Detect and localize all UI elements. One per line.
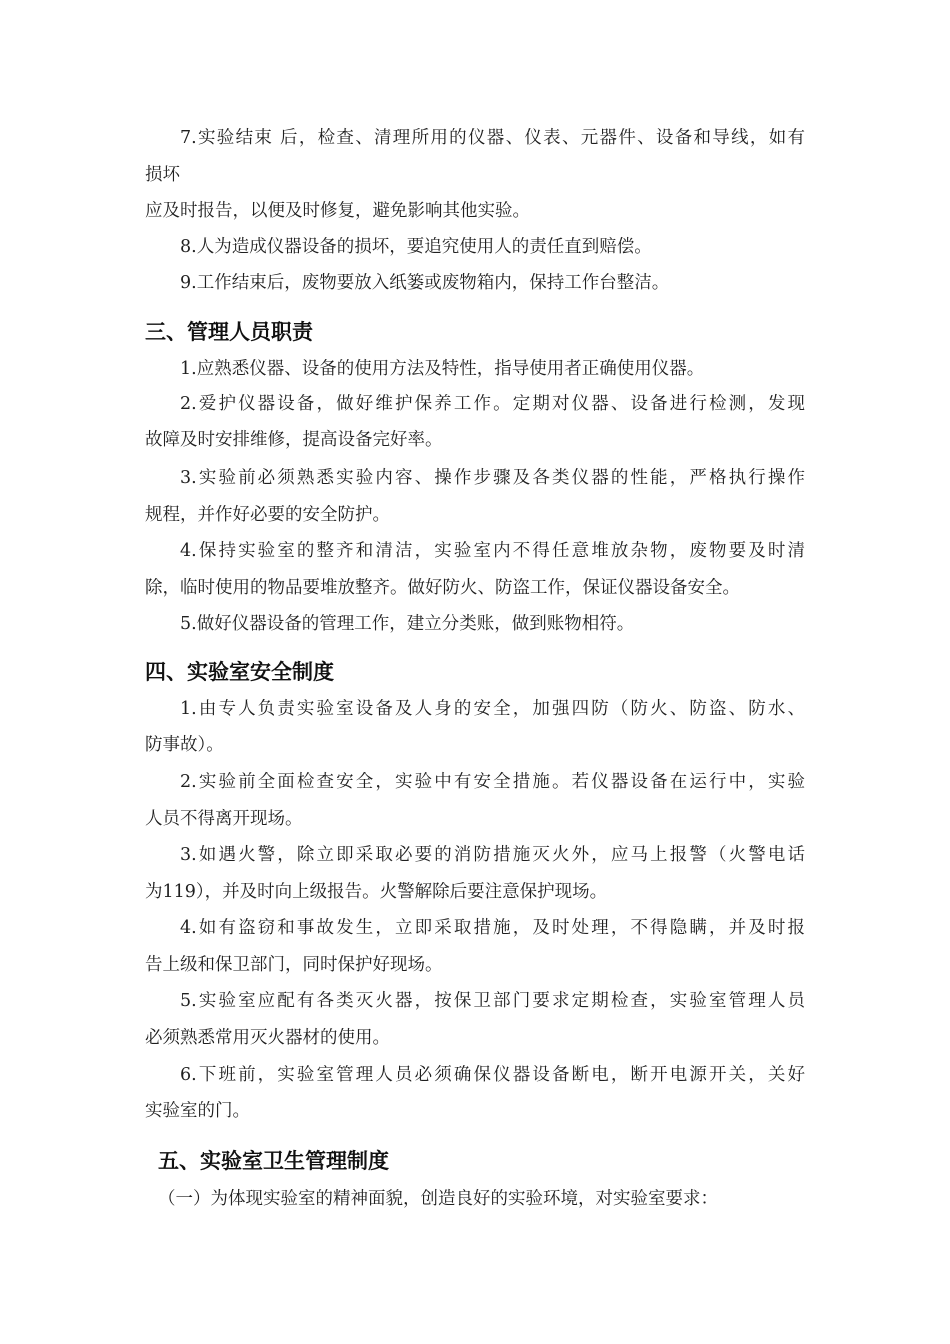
s4-item-2-line-1: 2.实验前全面检查安全，实验中有安全措施。若仪器设备在运行中，实验 — [180, 772, 805, 792]
s4-item-1-line-1: 1.由专人负责实验室设备及人身的安全，加强四防（防火、防盗、防水、 — [180, 699, 805, 719]
s4-item-6-line-1: 6.下班前，实验室管理人员必须确保仪器设备断电，断开电源开关，关好 — [180, 1065, 805, 1085]
s5-item-1: （一）为体现实验室的精神面貌，创造良好的实验环境，对实验室要求： — [158, 1189, 718, 1209]
s4-item-4-line-1: 4.如有盗窃和事故发生，立即采取措施，及时处理，不得隐瞒，并及时报 — [180, 918, 805, 938]
s4-item-3-line-1: 3.如遇火警，除立即采取必要的消防措施灭火外，应马上报警（火警电话 — [180, 845, 805, 865]
s3-item-2-line-1: 2.爱护仪器设备，做好维护保养工作。定期对仪器、设备进行检测，发现 — [180, 394, 805, 414]
item-7-line-1: 7.实验结束 后，检查、清理所用的仪器、仪表、元器件、设备和导线，如有 — [180, 128, 805, 148]
s3-item-4-line-2: 除，临时使用的物品要堆放整齐。做好防火、防盗工作，保证仪器设备安全。 — [145, 578, 740, 598]
s4-item-2-line-2: 人员不得离开现场。 — [145, 809, 303, 829]
s3-item-1: 1.应熟悉仪器、设备的使用方法及特性，指导使用者正确使用仪器。 — [180, 359, 705, 379]
s3-item-4-line-1: 4.保持实验室的整齐和清洁，实验室内不得任意堆放杂物，废物要及时清 — [180, 541, 805, 561]
item-7-line-3: 应及时报告，以便及时修复，避免影响其他实验。 — [145, 201, 530, 221]
s4-item-5-line-1: 5.实验室应配有各类灭火器，按保卫部门要求定期检查，实验室管理人员 — [180, 991, 805, 1011]
s3-item-3-line-1: 3.实验前必须熟悉实验内容、操作步骤及各类仪器的性能，严格执行操作 — [180, 468, 805, 488]
s4-item-4-line-2: 告上级和保卫部门，同时保护好现场。 — [145, 955, 443, 975]
item-9: 9.工作结束后，废物要放入纸篓或废物箱内，保持工作台整洁。 — [180, 273, 670, 293]
s3-item-2-line-2: 故障及时安排维修，提高设备完好率。 — [145, 430, 443, 450]
s4-item-3-line-2: 为119），并及时向上级报告。火警解除后要注意保护现场。 — [145, 882, 608, 902]
s4-item-1-line-2: 防事故）。 — [145, 735, 224, 755]
s3-item-5: 5.做好仪器设备的管理工作，建立分类账，做到账物相符。 — [180, 614, 635, 634]
item-8: 8.人为造成仪器设备的损坏，要追究使用人的责任直到赔偿。 — [180, 237, 652, 257]
s3-item-3-line-2: 规程，并作好必要的安全防护。 — [145, 505, 390, 525]
s4-item-6-line-2: 实验室的门。 — [145, 1101, 250, 1121]
s4-item-5-line-2: 必须熟悉常用灭火器材的使用。 — [145, 1028, 390, 1048]
section-3-heading: 三、管理人员职责 — [145, 320, 313, 344]
section-4-heading: 四、实验室安全制度 — [145, 660, 334, 684]
item-7-line-2: 损坏 — [145, 165, 180, 185]
section-5-heading: 五、实验室卫生管理制度 — [158, 1149, 389, 1173]
